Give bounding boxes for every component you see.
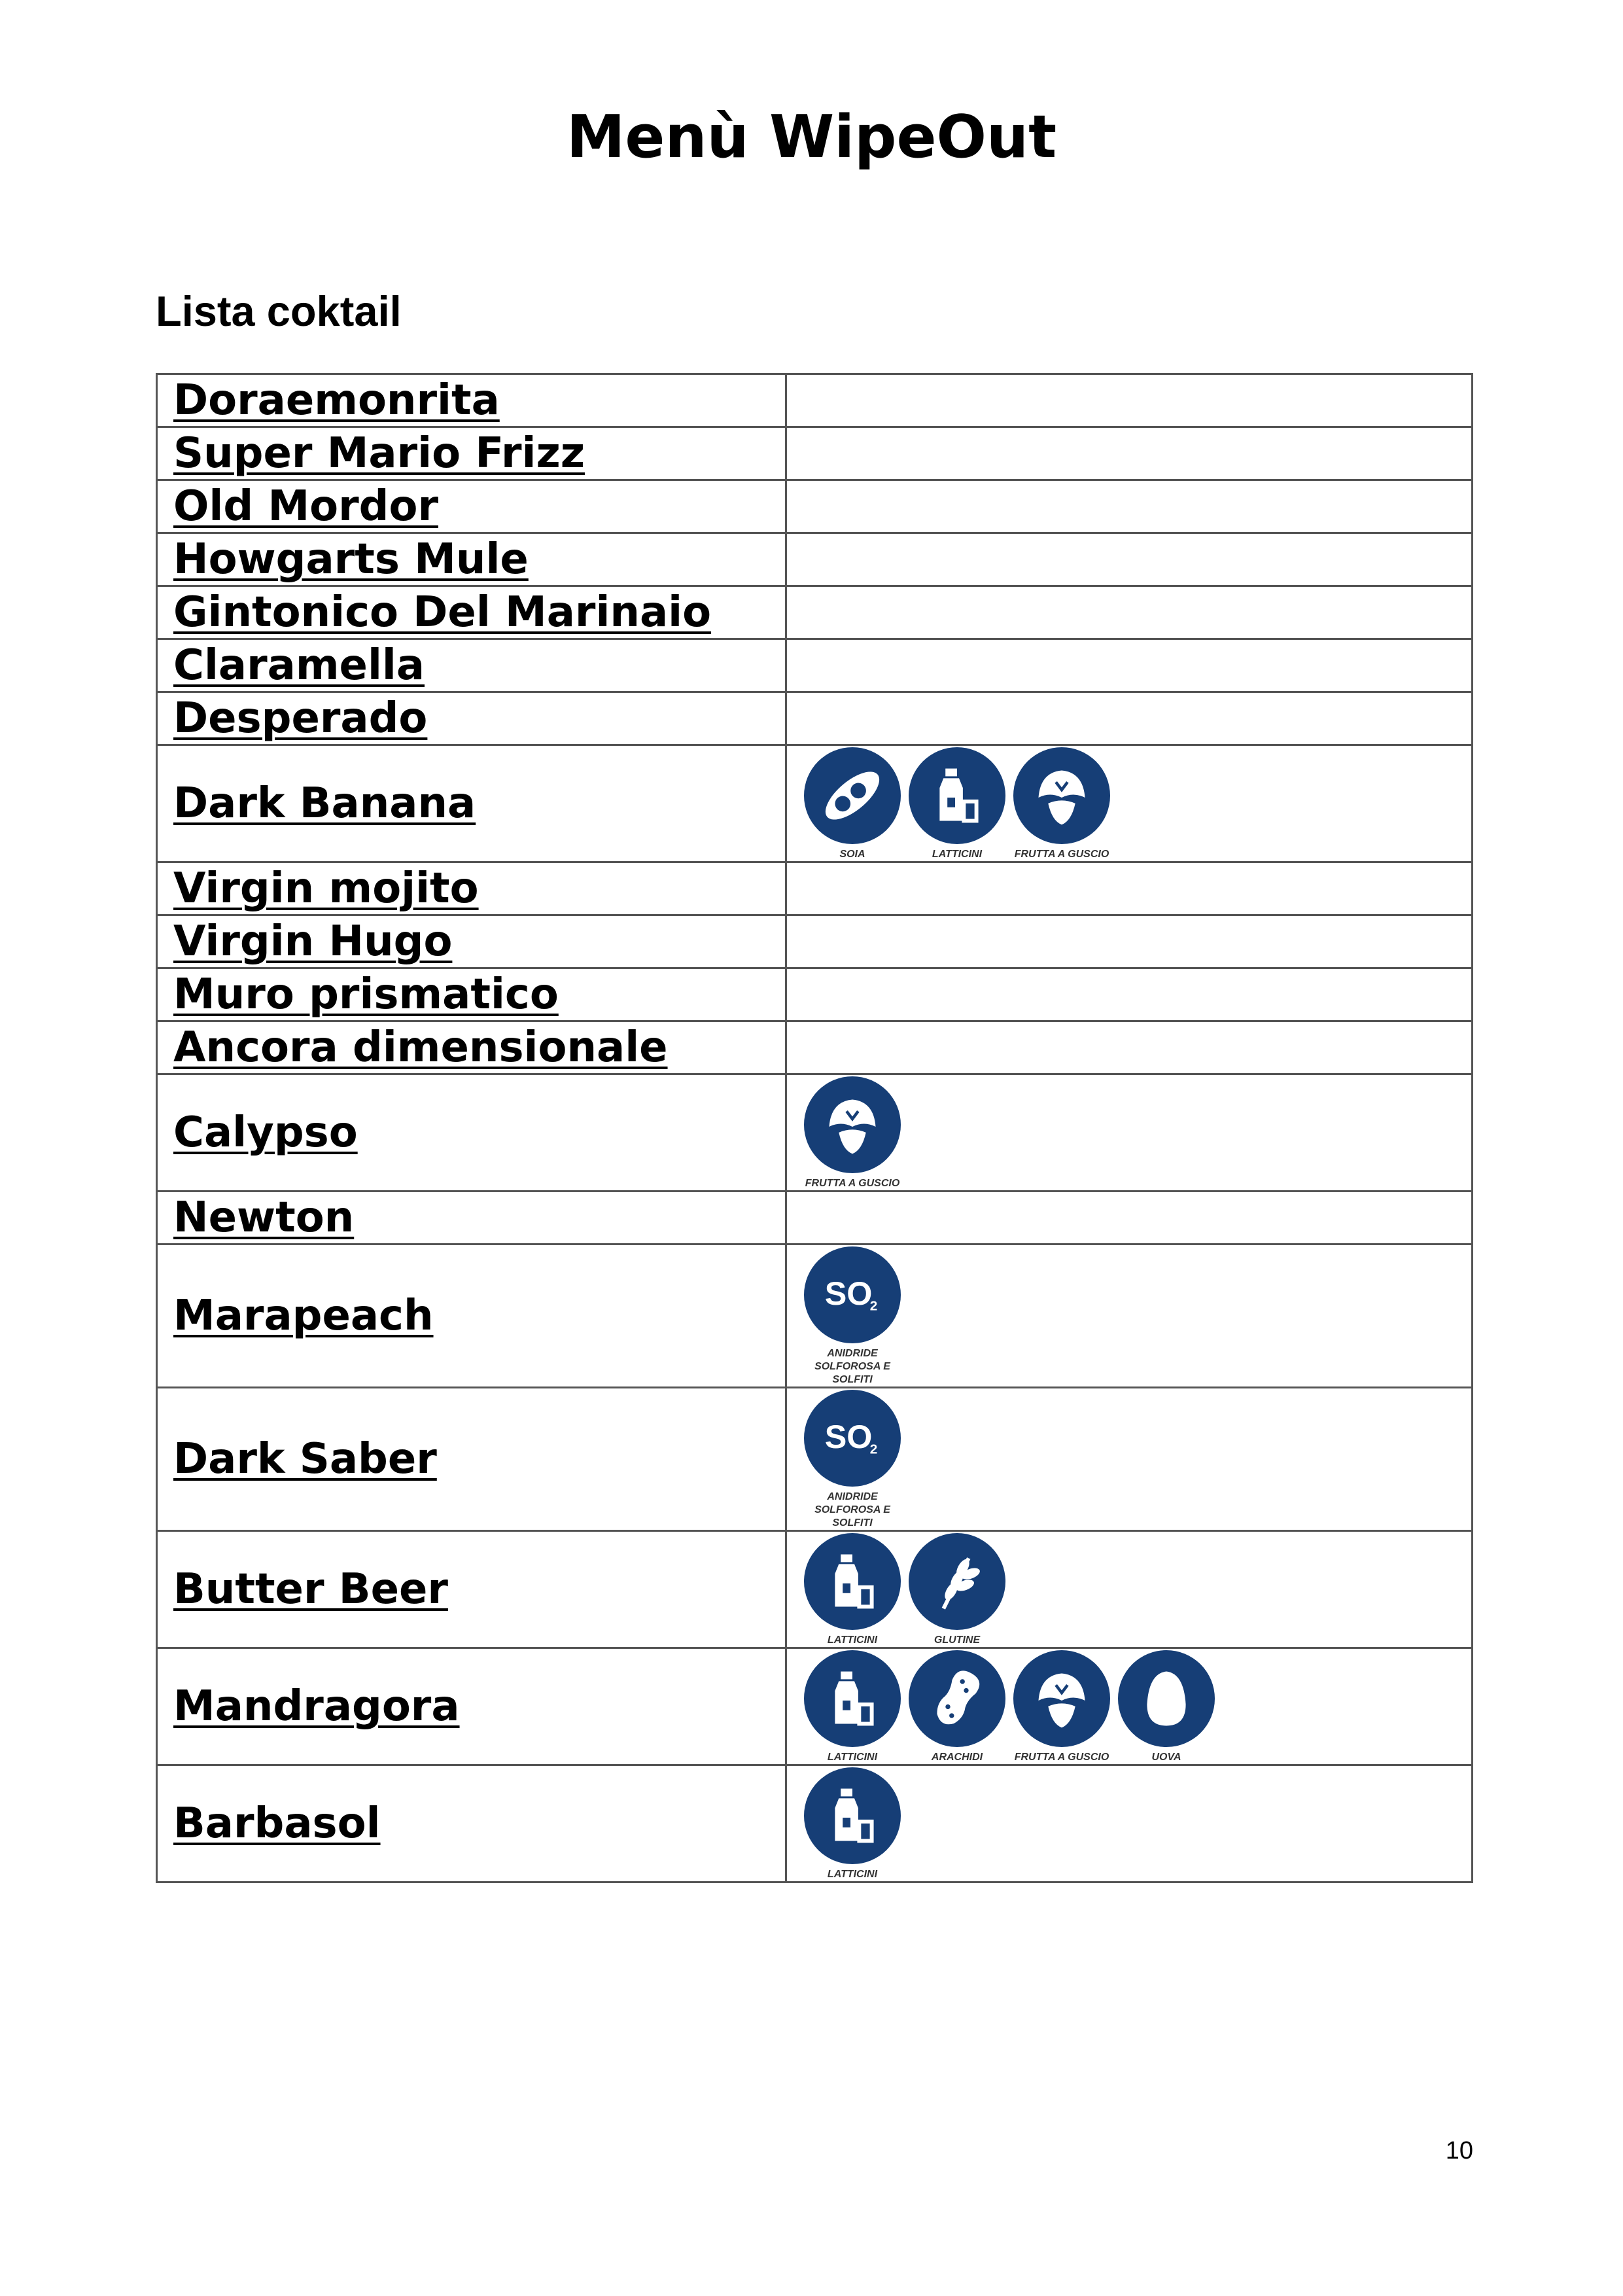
cocktail-name-cell bbox=[157, 1245, 786, 1388]
allergens-cell bbox=[786, 1531, 1473, 1648]
allergens-cell bbox=[786, 915, 1473, 968]
allergen-nuts bbox=[800, 1076, 905, 1190]
allergen-sulphites bbox=[800, 1246, 905, 1386]
cocktail-name: Virgin mojito bbox=[173, 864, 479, 913]
egg-icon bbox=[1118, 1650, 1215, 1747]
table-row bbox=[157, 1388, 1473, 1531]
allergens-cell bbox=[786, 374, 1473, 427]
section-heading: Lista coktail bbox=[156, 287, 402, 335]
cocktail-name: Mandragora bbox=[173, 1682, 460, 1731]
cocktail-name-cell bbox=[157, 586, 786, 639]
table-row bbox=[157, 1765, 1473, 1882]
cocktail-name: Old Mordor bbox=[173, 482, 438, 531]
cocktail-name: Virgin Hugo bbox=[173, 917, 453, 966]
allergen-label: LATTICINI bbox=[827, 1634, 878, 1646]
cocktail-name-cell bbox=[157, 1388, 786, 1531]
allergens-cell bbox=[786, 692, 1473, 745]
allergen-dairy bbox=[905, 747, 1009, 861]
allergen-label: ANIDRIDE SOLFOROSA E SOLFITI bbox=[814, 1491, 890, 1528]
cocktail-table bbox=[156, 373, 1473, 1883]
so2-icon bbox=[804, 1246, 901, 1343]
allergen-dairy bbox=[800, 1767, 905, 1881]
allergen-eggs bbox=[1114, 1650, 1219, 1764]
allergens-cell bbox=[786, 862, 1473, 915]
cocktail-name-cell bbox=[157, 1531, 786, 1648]
cocktail-name-cell bbox=[157, 968, 786, 1021]
cocktail-name: Howgarts Mule bbox=[173, 535, 529, 584]
allergen-dairy bbox=[800, 1650, 905, 1764]
table-row bbox=[157, 480, 1473, 533]
table-row bbox=[157, 1648, 1473, 1765]
allergen-list bbox=[787, 1766, 1471, 1881]
allergens-cell bbox=[786, 1648, 1473, 1765]
cocktail-name-cell bbox=[157, 1765, 786, 1882]
allergen-label: ANIDRIDE SOLFOROSA E SOLFITI bbox=[814, 1348, 890, 1385]
table-row bbox=[157, 1021, 1473, 1074]
allergens-cell bbox=[786, 968, 1473, 1021]
cocktail-name: Dark Saber bbox=[173, 1435, 437, 1483]
cocktail-name-cell bbox=[157, 915, 786, 968]
allergen-label: FRUTTA A GUSCIO bbox=[1014, 1752, 1109, 1763]
allergen-label: FRUTTA A GUSCIO bbox=[1014, 849, 1109, 860]
cocktail-name: Claramella bbox=[173, 641, 425, 690]
allergens-cell bbox=[786, 480, 1473, 533]
cocktail-name: Barbasol bbox=[173, 1799, 381, 1848]
wheat-icon bbox=[909, 1533, 1005, 1630]
allergens-cell bbox=[786, 533, 1473, 586]
milk-bottle-icon bbox=[804, 1650, 901, 1747]
allergens-cell bbox=[786, 1245, 1473, 1388]
allergen-label: UOVA bbox=[1151, 1752, 1181, 1763]
allergen-label: GLUTINE bbox=[934, 1634, 981, 1646]
table-row bbox=[157, 862, 1473, 915]
cocktail-name-cell bbox=[157, 639, 786, 692]
allergens-cell bbox=[786, 1388, 1473, 1531]
table-row bbox=[157, 639, 1473, 692]
allergen-list bbox=[787, 1245, 1471, 1386]
allergen-label: SOIA bbox=[839, 849, 865, 860]
cocktail-name-cell bbox=[157, 427, 786, 480]
allergens-cell bbox=[786, 1021, 1473, 1074]
cocktail-name-cell bbox=[157, 374, 786, 427]
allergen-label: LATTICINI bbox=[932, 849, 983, 860]
cocktail-name: Calypso bbox=[173, 1108, 358, 1157]
cocktail-name: Super Mario Frizz bbox=[173, 429, 585, 478]
cocktail-name: Doraemonrita bbox=[173, 376, 500, 425]
soy-beans-icon bbox=[804, 747, 901, 844]
cocktail-name-cell bbox=[157, 480, 786, 533]
cocktail-name-cell bbox=[157, 1192, 786, 1245]
table-row bbox=[157, 1074, 1473, 1192]
table-row bbox=[157, 1531, 1473, 1648]
svg-text:2: 2 bbox=[869, 1298, 878, 1314]
cocktail-name-cell bbox=[157, 1074, 786, 1192]
allergen-list bbox=[787, 1649, 1471, 1764]
cocktail-name-cell bbox=[157, 1021, 786, 1074]
table-row bbox=[157, 968, 1473, 1021]
table-row bbox=[157, 692, 1473, 745]
table-row bbox=[157, 533, 1473, 586]
milk-bottle-icon bbox=[909, 747, 1005, 844]
cocktail-name: Marapeach bbox=[173, 1292, 434, 1340]
allergen-dairy bbox=[800, 1533, 905, 1647]
allergens-cell bbox=[786, 745, 1473, 862]
so2-icon bbox=[804, 1390, 901, 1487]
allergen-sulphites bbox=[800, 1390, 905, 1530]
table-row bbox=[157, 1192, 1473, 1245]
allergen-label: LATTICINI bbox=[827, 1869, 878, 1880]
milk-bottle-icon bbox=[804, 1767, 901, 1864]
allergen-nuts bbox=[1009, 1650, 1114, 1764]
cocktail-name: Desperado bbox=[173, 694, 428, 743]
cocktail-name: Ancora dimensionale bbox=[173, 1023, 668, 1072]
cocktail-name-cell bbox=[157, 692, 786, 745]
page-number: 10 bbox=[1445, 2137, 1473, 2164]
table-row bbox=[157, 427, 1473, 480]
cocktail-name: Butter Beer bbox=[173, 1565, 448, 1614]
allergen-gluten bbox=[905, 1533, 1009, 1647]
nut-icon bbox=[1013, 747, 1110, 844]
allergen-label: LATTICINI bbox=[827, 1752, 878, 1763]
allergen-label: ARACHIDI bbox=[931, 1752, 983, 1763]
allergens-cell bbox=[786, 586, 1473, 639]
allergen-nuts bbox=[1009, 747, 1114, 861]
allergen-list bbox=[787, 1388, 1471, 1530]
allergens-cell bbox=[786, 1192, 1473, 1245]
cocktail-name-cell bbox=[157, 862, 786, 915]
cocktail-name: Muro prismatico bbox=[173, 970, 559, 1019]
svg-text:SO: SO bbox=[824, 1417, 873, 1455]
cocktail-name-cell bbox=[157, 745, 786, 862]
allergen-list bbox=[787, 1532, 1471, 1647]
allergens-cell bbox=[786, 639, 1473, 692]
table-row bbox=[157, 374, 1473, 427]
cocktail-name: Dark Banana bbox=[173, 779, 476, 828]
allergens-cell bbox=[786, 1074, 1473, 1192]
allergen-peanuts bbox=[905, 1650, 1009, 1764]
nut-icon bbox=[1013, 1650, 1110, 1747]
table-row bbox=[157, 1245, 1473, 1388]
nut-icon bbox=[804, 1076, 901, 1173]
allergen-soy bbox=[800, 747, 905, 861]
svg-text:2: 2 bbox=[869, 1441, 878, 1457]
allergen-label: FRUTTA A GUSCIO bbox=[805, 1178, 900, 1189]
allergen-list bbox=[787, 746, 1471, 861]
cocktail-name: Newton bbox=[173, 1193, 355, 1242]
peanut-icon bbox=[909, 1650, 1005, 1747]
allergen-list bbox=[787, 1075, 1471, 1190]
milk-bottle-icon bbox=[804, 1533, 901, 1630]
cocktail-name: Gintonico Del Marinaio bbox=[173, 588, 712, 637]
svg-text:SO: SO bbox=[824, 1274, 873, 1312]
table-row bbox=[157, 745, 1473, 862]
table-row bbox=[157, 586, 1473, 639]
allergens-cell bbox=[786, 427, 1473, 480]
cocktail-name-cell bbox=[157, 533, 786, 586]
page-title: Menù WipeOut bbox=[566, 103, 1057, 171]
allergens-cell bbox=[786, 1765, 1473, 1882]
table-row bbox=[157, 915, 1473, 968]
cocktail-name-cell bbox=[157, 1648, 786, 1765]
